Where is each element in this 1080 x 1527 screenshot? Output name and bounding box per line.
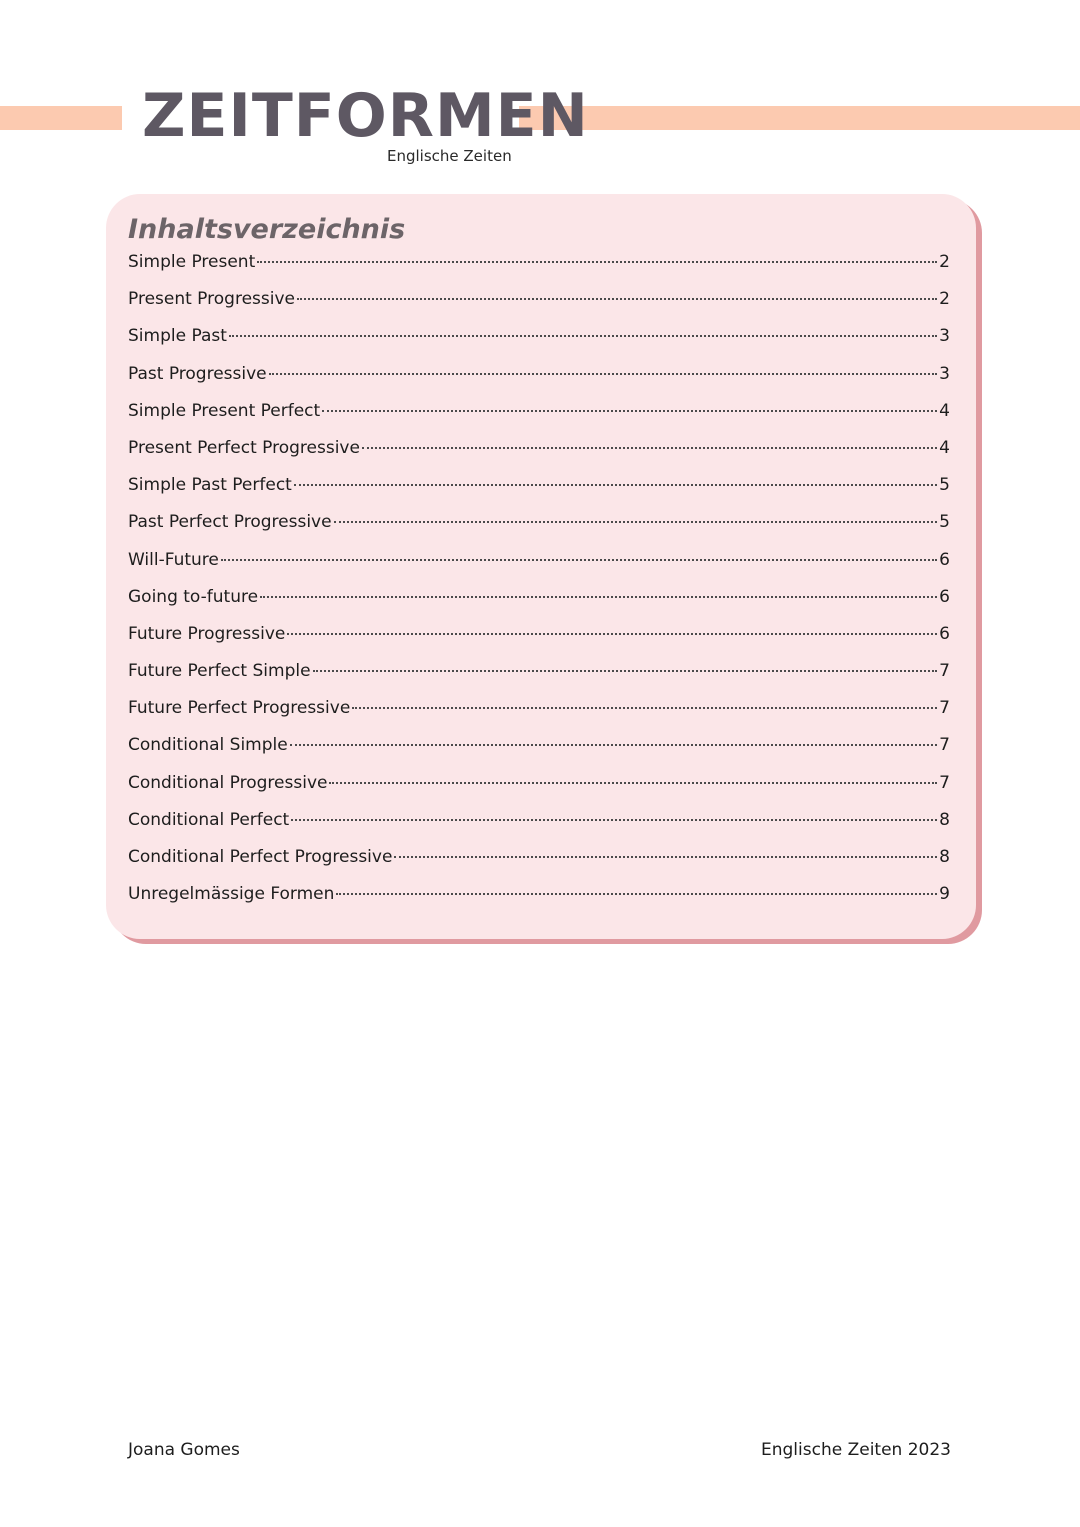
toc-entry-label: Future Perfect Simple <box>128 661 311 682</box>
toc-entry-label: Simple Present <box>128 252 256 272</box>
toc-entry-label: Conditional Perfect Progressive <box>128 847 393 867</box>
toc-dot-leader <box>329 782 937 784</box>
footer-author: Joana Gomes <box>128 1440 240 1460</box>
toc-entry-page: 3 <box>939 326 950 347</box>
toc-entry-page: 5 <box>939 475 950 496</box>
toc-entry-page: 7 <box>939 772 950 793</box>
toc-entry-page: 6 <box>939 586 950 607</box>
toc-entry[interactable] <box>128 475 950 512</box>
toc-entry-page: 4 <box>939 400 950 421</box>
toc-dot-leader <box>291 819 937 821</box>
toc-entry[interactable] <box>128 438 950 475</box>
toc-entry[interactable] <box>128 289 950 326</box>
footer-note: Englische Zeiten 2023 <box>761 1440 951 1460</box>
toc-entry-page: 4 <box>939 437 950 458</box>
toc-entry[interactable] <box>128 661 950 698</box>
toc-entry[interactable] <box>128 252 950 289</box>
toc-heading: Inhaltsverzeichnis <box>128 214 406 245</box>
toc-dot-leader <box>287 633 937 635</box>
toc-entry-page: 2 <box>939 252 950 272</box>
toc-entry[interactable] <box>128 884 950 921</box>
toc-list <box>128 252 950 921</box>
toc-entry-page: 2 <box>939 289 950 310</box>
toc-entry-label: Present Perfect Progressive <box>128 437 360 458</box>
header-accent-bar-right <box>519 106 1080 130</box>
toc-entry-label: Conditional Progressive <box>128 772 328 793</box>
toc-entry[interactable] <box>128 550 950 587</box>
toc-entry[interactable] <box>128 364 950 401</box>
toc-dot-leader <box>322 410 937 412</box>
toc-entry-label: Going to-future <box>128 586 259 607</box>
toc-dot-leader <box>269 373 938 375</box>
toc-dot-leader <box>297 298 937 300</box>
toc-entry-label: Conditional Simple <box>128 735 288 756</box>
toc-entry-page: 9 <box>939 884 950 905</box>
toc-entry[interactable] <box>128 735 950 772</box>
toc-entry-page: 3 <box>939 363 950 384</box>
toc-dot-leader <box>334 521 938 523</box>
toc-entry-label: Simple Past Perfect <box>128 475 292 496</box>
toc-dot-leader <box>313 670 938 672</box>
header-accent-bar-left <box>0 106 122 130</box>
toc-entry[interactable] <box>128 326 950 363</box>
toc-entry-label: Simple Past <box>128 326 227 347</box>
toc-entry[interactable] <box>128 698 950 735</box>
toc-entry-label: Conditional Perfect <box>128 809 290 830</box>
toc-dot-leader <box>336 893 937 895</box>
toc-entry[interactable] <box>128 624 950 661</box>
toc-dot-leader <box>352 707 937 709</box>
page-subtitle: Englische Zeiten <box>387 147 512 165</box>
toc-dot-leader <box>221 559 937 561</box>
toc-entry[interactable] <box>128 773 950 810</box>
toc-entry-label: Future Progressive <box>128 623 286 644</box>
page-title: ZEITFORMEN <box>142 81 589 151</box>
toc-dot-leader <box>290 744 937 746</box>
toc-entry-label: Simple Present Perfect <box>128 400 321 421</box>
toc-dot-leader <box>294 484 937 486</box>
toc-dot-leader <box>229 335 937 337</box>
toc-entry-label: Unregelmässige Formen <box>128 884 335 905</box>
table-of-contents <box>106 194 976 939</box>
toc-dot-leader <box>362 447 937 449</box>
toc-entry-page: 7 <box>939 698 950 719</box>
toc-entry-label: Will-Future <box>128 549 219 570</box>
toc-entry[interactable] <box>128 401 950 438</box>
toc-entry-label: Past Perfect Progressive <box>128 512 332 533</box>
toc-entry-page: 6 <box>939 549 950 570</box>
toc-entry[interactable] <box>128 810 950 847</box>
toc-entry[interactable] <box>128 847 950 884</box>
toc-entry-label: Present Progressive <box>128 289 295 310</box>
toc-dot-leader <box>257 261 937 263</box>
toc-entry-label: Past Progressive <box>128 363 267 384</box>
toc-entry[interactable] <box>128 512 950 549</box>
toc-entry-page: 8 <box>939 809 950 830</box>
toc-entry-page: 5 <box>939 512 950 533</box>
toc-entry-label: Future Perfect Progressive <box>128 698 351 719</box>
toc-dot-leader <box>394 856 937 858</box>
toc-entry[interactable] <box>128 587 950 624</box>
toc-entry-page: 8 <box>939 847 950 867</box>
toc-entry-page: 7 <box>939 735 950 756</box>
toc-dot-leader <box>260 596 937 598</box>
toc-entry-page: 7 <box>939 661 950 682</box>
toc-entry-page: 6 <box>939 623 950 644</box>
